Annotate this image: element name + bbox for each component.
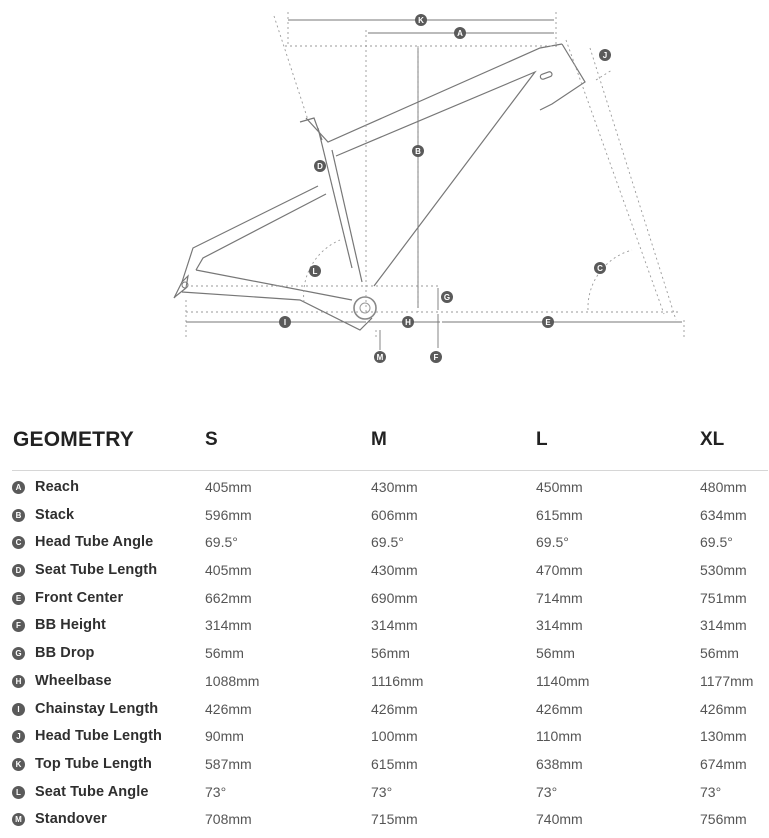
table-title: GEOMETRY (13, 428, 134, 451)
measurement-value: 740mm (536, 811, 583, 828)
measurement-value: 69.5° (536, 534, 569, 551)
measurement-value: 1177mm (700, 672, 754, 689)
table-row (12, 613, 768, 641)
marker-f (430, 351, 442, 363)
measurement-value: 751mm (700, 589, 747, 606)
top-tube (306, 44, 562, 142)
letter-badge: H (12, 675, 25, 688)
measurement-value: 314mm (700, 617, 747, 634)
seat-stay-lower (196, 194, 326, 270)
letter-badge: B (12, 509, 25, 522)
svg-text:L: L (312, 267, 318, 276)
measurement-value: 100mm (371, 728, 418, 745)
svg-text:F: F (433, 353, 439, 362)
measurement-value: 69.5° (205, 534, 238, 551)
marker-i (279, 316, 291, 328)
marker-m (374, 351, 386, 363)
svg-text:I: I (283, 318, 287, 327)
letter-badge: A (12, 481, 25, 494)
letter-badge: M (12, 813, 25, 826)
measurement-value: 73° (205, 783, 227, 800)
measurement-value: 56mm (536, 645, 575, 662)
marker-c (594, 262, 606, 274)
svg-text:K: K (418, 16, 424, 25)
head-tube (540, 44, 585, 110)
measurement-value: 470mm (536, 562, 583, 579)
letter-badge: C (12, 536, 25, 549)
measurement-label: Seat Tube Length (35, 562, 158, 579)
letter-badge: J (12, 730, 25, 743)
measurement-label: Head Tube Angle (35, 534, 154, 551)
measurement-value: 405mm (205, 479, 252, 495)
measurement-value: 90mm (205, 728, 244, 745)
table-header (12, 428, 768, 471)
measurement-value: 69.5° (371, 534, 404, 551)
measurement-value: 314mm (371, 617, 418, 634)
letter-badge: E (12, 592, 25, 605)
measurement-value: 405mm (205, 562, 252, 579)
measurement-value: 606mm (371, 506, 418, 523)
measurement-value: 638mm (536, 755, 583, 772)
bottom-bracket-shell (354, 297, 376, 319)
measurement-value: 69.5° (700, 534, 733, 551)
table-row (12, 475, 768, 503)
measurement-value: 1088mm (205, 672, 260, 689)
measurement-value: 615mm (371, 755, 418, 772)
svg-text:D: D (317, 162, 323, 171)
svg-text:C: C (597, 264, 603, 273)
measurement-label: BB Height (35, 617, 106, 634)
table-row (12, 697, 768, 725)
measurement-label: Standover (35, 811, 107, 828)
marker-a (454, 27, 466, 39)
table-row (12, 530, 768, 558)
measurement-value: 130mm (700, 728, 747, 745)
measurement-value: 596mm (205, 506, 252, 523)
measurement-value: 714mm (536, 589, 583, 606)
head-tube-badge (540, 71, 553, 80)
measurement-value: 715mm (371, 811, 418, 828)
measurement-value: 426mm (371, 700, 418, 717)
measurement-label: Top Tube Length (35, 755, 152, 772)
marker-h (402, 316, 414, 328)
letter-badge: K (12, 758, 25, 771)
svg-text:G: G (443, 293, 451, 302)
measurement-value: 530mm (700, 562, 747, 579)
letter-badge: G (12, 647, 25, 660)
measurement-value: 587mm (205, 755, 252, 772)
seat-tube-rear (332, 150, 362, 282)
measurement-value: 110mm (536, 728, 582, 745)
measurement-value: 756mm (700, 811, 747, 828)
measurement-label: Head Tube Length (35, 728, 162, 745)
measurement-value: 662mm (205, 589, 252, 606)
measurement-value: 314mm (536, 617, 583, 634)
measurement-label: Chainstay Length (35, 700, 159, 717)
measurement-value: 480mm (700, 479, 747, 495)
measurement-value: 430mm (371, 562, 418, 579)
chainstay-upper (196, 270, 352, 300)
svg-text:B: B (415, 147, 421, 156)
svg-text:E: E (545, 318, 551, 327)
measurement-value: 73° (700, 783, 722, 800)
measurement-value: 56mm (205, 645, 244, 662)
marker-k (415, 14, 427, 26)
letter-badge: D (12, 564, 25, 577)
table-row (12, 586, 768, 614)
table-row (12, 807, 768, 835)
measurement-value: 1140mm (536, 672, 590, 689)
table-body (12, 471, 768, 835)
chainstay-lower (182, 292, 372, 330)
table-row (12, 558, 768, 586)
measurement-value: 56mm (371, 645, 410, 662)
svg-text:J: J (602, 51, 608, 60)
marker-b (412, 145, 424, 157)
measurement-value: 1116mm (371, 672, 424, 689)
size-header-m: M (371, 429, 387, 450)
down-tube (336, 72, 535, 286)
measurement-label: Stack (35, 506, 75, 523)
measurement-value: 615mm (536, 506, 583, 523)
measurement-value: 674mm (700, 755, 747, 772)
measurement-label: Front Center (35, 589, 124, 606)
letter-badge: F (12, 619, 25, 632)
size-header-l: L (536, 429, 548, 450)
table-row (12, 780, 768, 808)
table-row (12, 669, 768, 697)
dropout (174, 276, 188, 298)
measurement-value: 426mm (700, 700, 747, 717)
size-header-xl: XL (700, 429, 725, 450)
measurement-label: Seat Tube Angle (35, 783, 149, 800)
size-header-s: S (205, 429, 218, 450)
table-row (12, 752, 768, 780)
marker-d (314, 160, 326, 172)
marker-g (441, 291, 453, 303)
measurement-label: BB Drop (35, 645, 95, 662)
svg-text:M: M (376, 353, 384, 362)
marker-l (309, 265, 321, 277)
marker-j (599, 49, 611, 61)
table-row (12, 641, 768, 669)
measurement-value: 450mm (536, 479, 583, 495)
frame-geometry-diagram (0, 0, 769, 380)
measurement-value: 634mm (700, 506, 747, 523)
measurement-value: 426mm (205, 700, 252, 717)
measurement-value: 430mm (371, 479, 418, 495)
measurement-label: Wheelbase (35, 672, 112, 689)
measurement-value: 426mm (536, 700, 583, 717)
measurement-label: Reach (35, 479, 80, 495)
seat-tube-front (318, 128, 352, 268)
geometry-table (12, 428, 768, 835)
table-row (12, 503, 768, 531)
measurement-value: 73° (371, 783, 393, 800)
marker-e (542, 316, 554, 328)
svg-text:A: A (457, 29, 463, 38)
letter-badge: L (12, 786, 25, 799)
measurement-value: 73° (536, 783, 558, 800)
measurement-value: 314mm (205, 617, 252, 634)
measurement-value: 690mm (371, 589, 418, 606)
svg-text:H: H (405, 318, 411, 327)
letter-badge: I (12, 703, 25, 716)
table-row (12, 724, 768, 752)
measurement-value: 708mm (205, 811, 252, 828)
measurement-value: 56mm (700, 645, 739, 662)
